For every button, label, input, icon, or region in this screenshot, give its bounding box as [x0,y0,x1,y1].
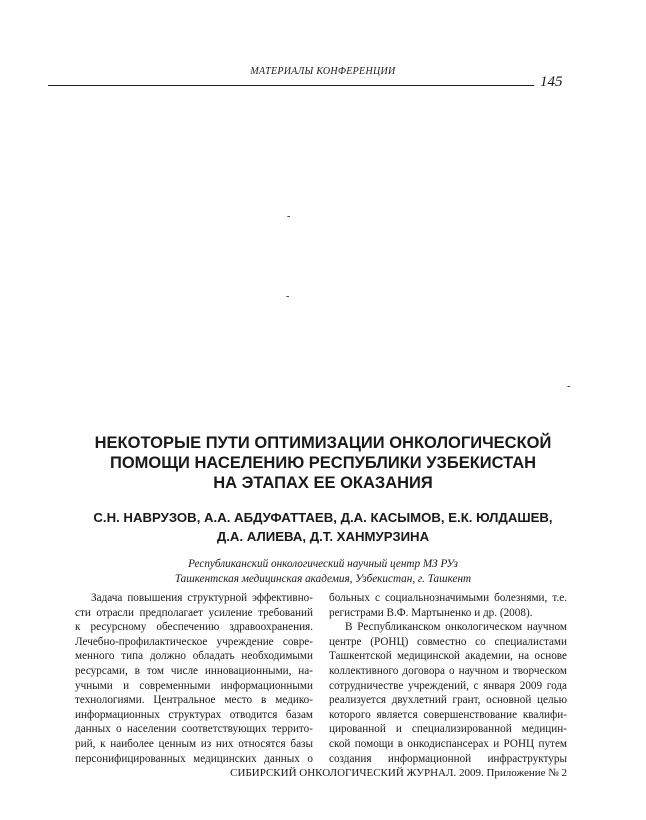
body-line: регистрами В.Ф. Мартыненко и др. (2008). [329,606,533,619]
journal-footer: СИБИРСКИЙ ОНКОЛОГИЧЕСКИЙ ЖУРНАЛ. 2009. Приложение № 2 [230,767,567,779]
body-line: Задача повышения структурной эффективно- [91,592,313,604]
body-line: сотрудничестве учреждений, с января 2009 года [329,679,567,692]
author-line: Д.А. АЛИЕВА, Д.Т. ХАНМУРЗИНА [216,529,430,544]
body-line: информационных структурах отводится базам [75,708,313,721]
stray-mark: - [287,211,291,222]
body-line: Ташкентской медицинской академии, на основе [329,650,567,663]
stray-mark: - [286,291,290,302]
body-line: ской помощи в онкодиспансерах и РОНЦ путем [329,737,567,750]
title-line: НЕКОТОРЫЕ ПУТИ ОПТИМИЗАЦИИ ОНКОЛОГИЧЕСКОЙ [94,434,552,452]
body-line: ресурсами, в том числе инновационными, на- [75,664,313,677]
affiliation-line: Ташкентская медицинская академия, Узбекистан, г. Ташкент [174,573,472,585]
body-line: создания информационной инфраструктуры [329,752,567,765]
body-line: реализуется двухлетний грант, основной целью [329,694,567,707]
body-line: данных о населении соответствующих террито- [75,723,313,736]
running-head: МАТЕРИАЛЫ КОНФЕРЕНЦИИ [250,66,396,77]
title-line: ПОМОЩИ НАСЕЛЕНИЮ РЕСПУБЛИКИ УЗБЕКИСТАН [109,454,537,472]
body-column-left [75,591,313,766]
stray-mark: - [567,381,571,392]
authors [30,508,616,546]
header-rule [48,85,534,86]
affiliation [40,557,606,587]
body-line: учными и современными информационными [75,679,313,692]
page-number: 145 [540,74,563,90]
body-line: больных с социальнозначимыми болезнями, т.е. [329,592,567,604]
body-column-right [329,591,567,766]
body-line: В Республиканском онкологическом научном [345,621,567,634]
body-line: менного типа должно обладать необходимыми [75,650,313,663]
body-line: персонифицированных медицинских данных о [75,752,313,765]
body-line: рий, к наиболее ценным из них относятся базы [75,737,313,750]
affiliation-line: Республиканский онкологический научный центр МЗ РУз [188,558,458,570]
body-line: сти отрасли предполагает усиление требований [75,606,313,619]
body-line: Лечебно-профилактическое учреждение совре- [75,635,313,648]
body-line: которого является совершенствование квалифи- [329,708,567,721]
author-line: С.Н. НАВРУЗОВ, А.А. АБДУФАТТАЕВ, Д.А. КАСЫМОВ, Е.К. ЮЛДАШЕВ, [93,510,553,525]
article-title [40,433,606,493]
body-line: коллективного договора о научном и творческом [329,664,567,677]
body-line: к ресурсному обеспечению здравоохранения. [75,621,313,634]
body-line: технологиями. Центральное место в медико- [75,694,313,707]
title-line: НА ЭТАПАХ ЕЕ ОКАЗАНИЯ [213,474,433,492]
body-line: цированной и специализированной медицин- [329,723,567,736]
body-line: центре (РОНЦ) совместно со специалистами [329,635,567,648]
